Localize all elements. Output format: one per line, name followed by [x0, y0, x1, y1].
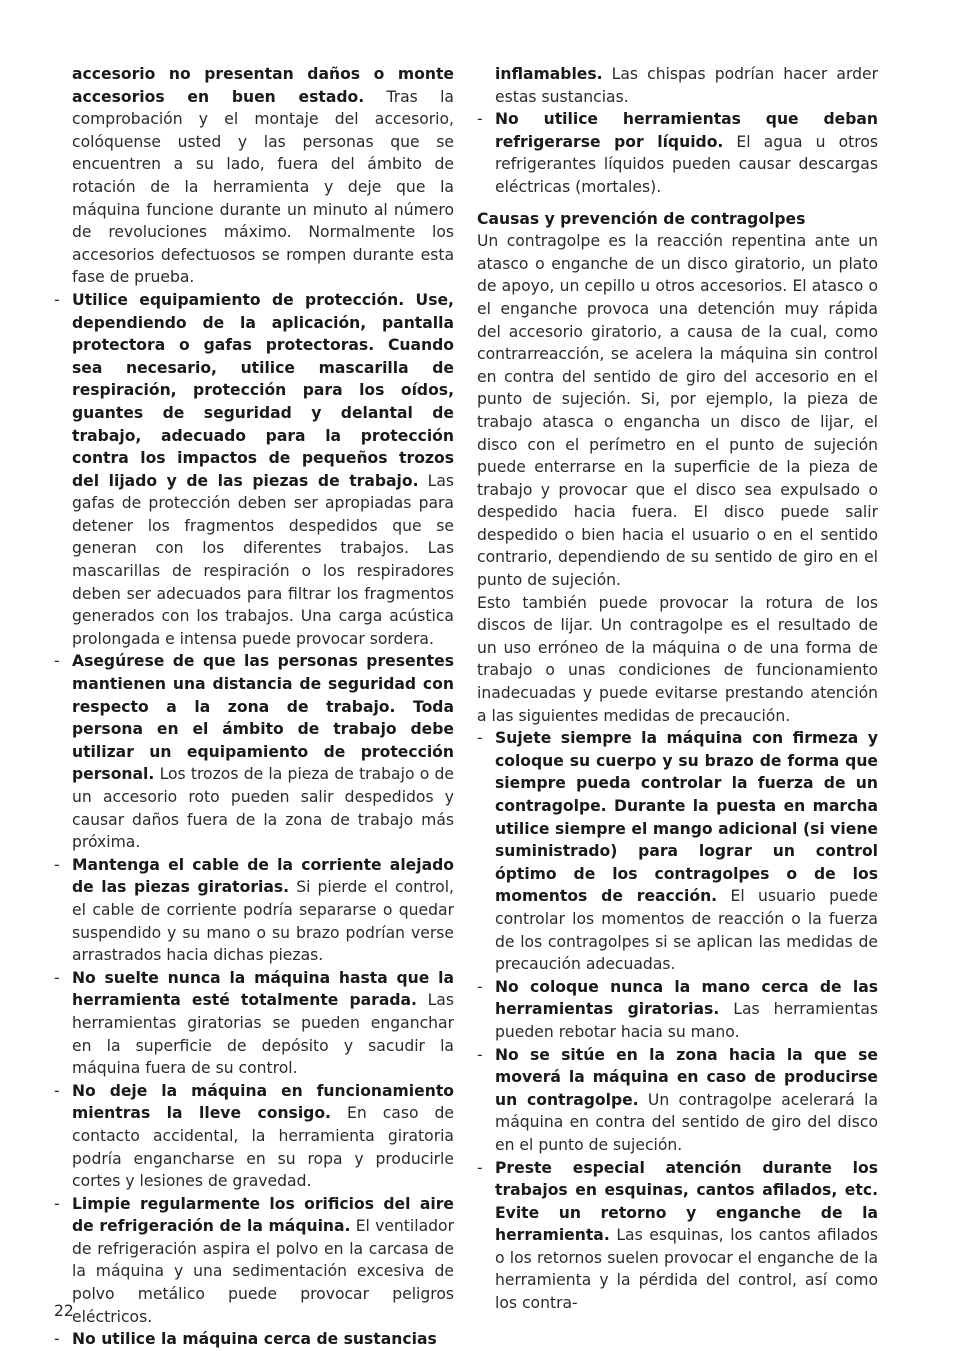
dash-bullet: - [477, 729, 483, 748]
item-text: Si pierde el control, el cable de corriente podría separarse o quedar suspendido y su mano o su brazo podrían verse arrastrados hacia dichas piezas. [72, 878, 455, 965]
item-text: Las herramientas pueden rebotar hacia su mano. [495, 1000, 878, 1041]
item-bold: No utilice la máquina cerca de sustancias [72, 1330, 437, 1349]
item-bold: No deje la máquina en funcionamiento mientras la lleve consigo. [72, 1081, 454, 1123]
section-title: Causas y prevención de contragolpes [477, 209, 806, 228]
page-number: 22 [54, 1302, 74, 1320]
dash-bullet: - [477, 1158, 483, 1177]
body-paragraph: Esto también puede provocar la rotura de los discos de lijar. Un contragolpe es el resultado de un uso erróneo de la máquina o de una forma de trabajo o unas condiciones de funcionamiento inadecuadas y puede evitarse prestando atención a las siguientes medidas de precaución. [477, 593, 878, 725]
dash-bullet: - [54, 1194, 60, 1213]
item-bold: No coloque nunca la mano cerca de las herramientas giratorias. [495, 977, 878, 1019]
list-item [54, 1328, 454, 1351]
continuation-paragraph [54, 63, 454, 289]
continuation-paragraph [477, 63, 878, 108]
list-item [477, 1044, 878, 1157]
item-text: Los trozos de la pieza de trabajo o de un accesorio roto pueden salir despedidos y causar daños fuera de la zona de trabajo más próxima. [72, 765, 454, 852]
continuation-text: Las chispas podrían hacer arder estas sustancias. [495, 65, 878, 106]
item-text: Un contragolpe acelerará la máquina en contra del sentido de giro del disco en el punto de sujeción. [495, 1090, 878, 1154]
item-text: El ventilador de refrigeración aspira el polvo en la carcasa de la máquina y una sedimentación excesiva de polvo metálico puede provocar peligros eléctricos. [72, 1217, 454, 1326]
list-item [54, 967, 454, 1080]
item-bold: Utilice equipamiento de protección. Use, dependiendo de la aplicación, pantalla protectora o gafas protectoras. Cuando sea necesario, utilice mascarilla de respiración, protección para los oídos, guantes de seguridad y delantal de trabajo, adecuado para la protección contra los impactos de pequeños trozos del lijado y de las piezas de trabajo. [72, 290, 454, 490]
continuation-text: Tras la comprobación y el montaje del accesorio, colóquense usted y las personas que se encuentren a su lado, fuera del ámbito de rotación de la herramienta y deje que la máquina funcione durante un minuto al número de revoluciones máximo. Normalmente los accesorios defectuosos se rompen durante esta fase de prueba. [72, 87, 454, 287]
item-text: Las herramientas giratorias se pueden enganchar en la superficie de depósito y sacudir la máquina fuera de su control. [72, 991, 454, 1078]
list-item [477, 976, 878, 1044]
item-bold: Mantenga el cable de la corriente alejado de las piezas giratorias. [72, 855, 454, 897]
item-bold: Preste especial atención durante los trabajos en esquinas, cantos afilados, etc. Evite un retorno y enganche de la herramienta. [495, 1158, 878, 1245]
continuation-bold: inflamables. [495, 65, 603, 83]
list-item [54, 650, 454, 853]
item-bold: Limpie regularmente los orificios del aire de refrigeración de la máquina. [72, 1194, 454, 1236]
item-bold: Asegúrese de que las personas presentes mantienen una distancia de seguridad con respecto a la zona de trabajo. Toda persona en el ámbito de trabajo debe utilizar un equipamiento de protección personal. [72, 652, 454, 784]
right-column [477, 63, 878, 1315]
list-item [54, 289, 454, 651]
item-bold: No suelte nunca la máquina hasta que la herramienta esté totalmente parada. [72, 968, 454, 1010]
item-text: En caso de contacto accidental, la herramienta giratoria podría engancharse en su ropa y producirle cortes y lesiones de gravedad. [72, 1104, 454, 1191]
list-item [477, 727, 878, 976]
dash-bullet: - [54, 968, 60, 987]
dash-bullet: - [477, 1045, 483, 1064]
item-bold: No se sitúe en la zona hacia la que se moverá la máquina en caso de producirse un contragolpe. [495, 1045, 878, 1109]
list-item [477, 1157, 878, 1315]
dash-bullet: - [477, 977, 483, 996]
item-text: El agua u otros refrigerantes líquidos pueden causar descargas eléctricas (mortales). [495, 132, 878, 196]
dash-bullet: - [54, 855, 60, 874]
list-item [54, 1193, 454, 1329]
item-text: Las esquinas, los cantos afilados o los retornos suelen provocar el enganche de la herramienta y la pérdida del control, así como los contra- [495, 1226, 878, 1313]
continuation-bold: accesorio no presentan daños o monte accesorios en buen estado. [72, 65, 454, 106]
item-bold: Sujete siempre la máquina con firmeza y coloque su cuerpo y su brazo de forma que siempre pueda controlar la fuerza de un contragolpe. Durante la puesta en marcha utilice siempre el mango adicional (si viene suministrado) para lograr un control óptimo de los contragolpes o de los momentos de reacción. [495, 729, 878, 906]
item-text: Las gafas de protección deben ser apropiadas para detener los fragmentos despedidos que se generan con los diferentes trabajos. Las mascarillas de respiración o los respiradores deben ser adecuados para filtrar los fragmentos generados con los trabajos. Una carga acústica prolongada e intensa puede provocar sordera. [72, 471, 455, 648]
dash-bullet: - [477, 110, 483, 129]
list-item [54, 1080, 454, 1193]
list-item [477, 108, 878, 198]
dash-bullet: - [54, 1330, 60, 1349]
dash-bullet: - [54, 652, 60, 671]
list-item [54, 854, 454, 967]
item-bold: No utilice herramientas que deban refrigerarse por líquido. [495, 110, 878, 151]
left-column [54, 63, 454, 1351]
dash-bullet: - [54, 290, 60, 309]
body-paragraph: Un contragolpe es la reacción repentina ante un atasco o enganche de un disco giratorio, un plato de apoyo, un cepillo u otros accesorios. El atasco o el enganche provoca una detención muy rápida del accesorio giratorio, a causa de la cual, como contrarreacción, se acelera la máquina sin control en contra del sentido de giro del accesorio en el punto de sujeción. Si, por ejemplo, la pieza de trabajo atasca o engancha un disco de lijar, el disco con el perímetro en el punto de sujeción puede enterrarse en la superficie de la pieza de trabajo y provocar que el disco sea expulsado o despedido hacia fuera. El disco puede salir despedido o bien hacia el usuario o en el sentido contrario, dependiendo de su sentido de giro en el punto de sujeción. [477, 232, 878, 590]
dash-bullet: - [54, 1081, 60, 1100]
item-text: El usuario puede controlar los momentos de reacción o la fuerza de los contragolpes si se aplican las medidas de precaución adecuadas. [495, 887, 879, 974]
